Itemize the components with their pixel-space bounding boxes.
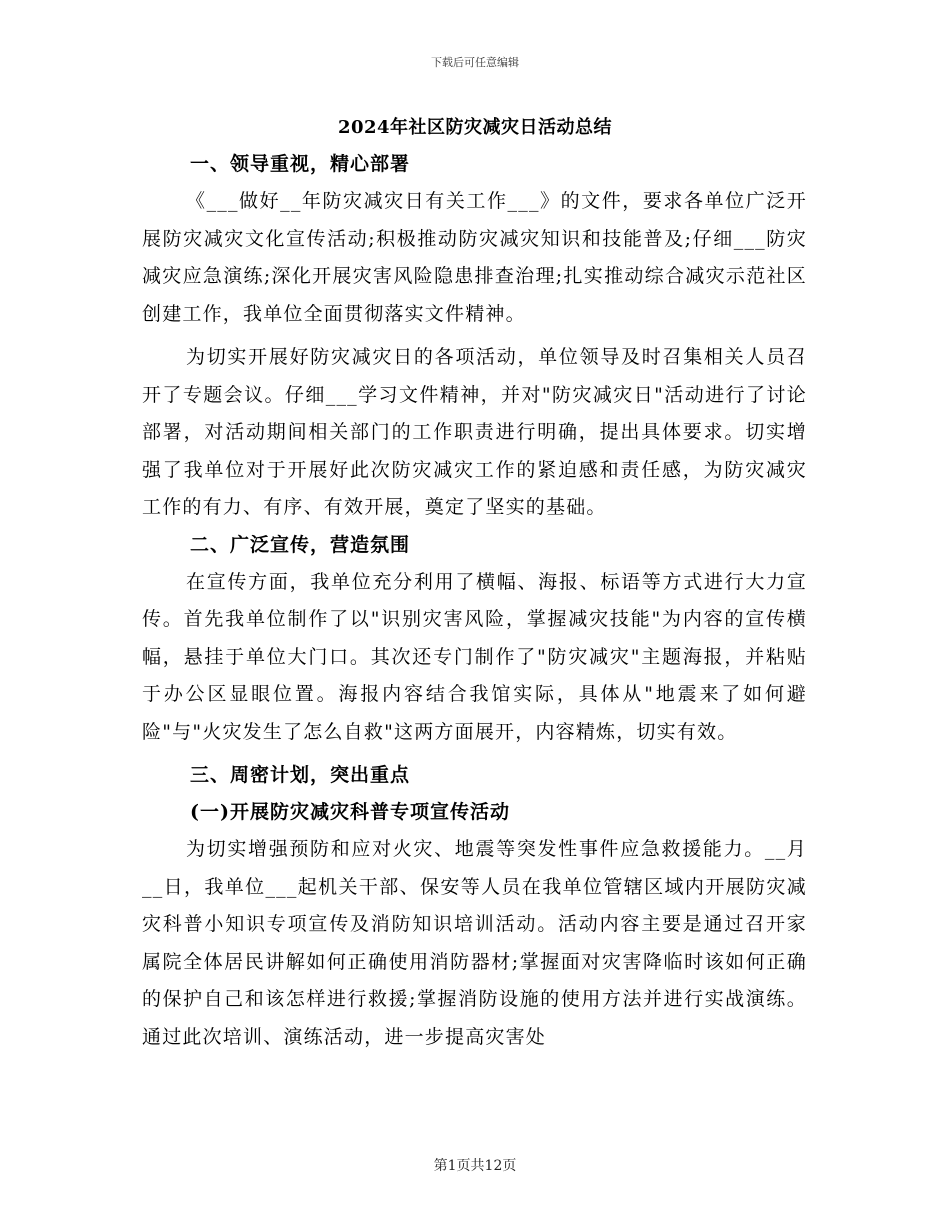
paragraph: 在宣传方面，我单位充分利用了横幅、海报、标语等方式进行大力宣传。首先我单位制作了以"识别灾害风险，掌握减灾技能"为内容的宣传横幅，悬挂于单位大门口。其次还专门制作了"防灾减灾"主题海报，并粘贴于办公区显眼位置。海报内容结合我馆实际，具体从"地震来了如何避险"与"火灾发生了怎么自救"这两方面展开，内容精炼，切实有效。 <box>142 570 807 743</box>
header-note: 下载后可任意编辑 <box>431 56 519 69</box>
document-body <box>142 146 807 1056</box>
section-heading-3: 三、周密计划，突出重点 <box>190 764 411 786</box>
document-title: 2024年社区防灾减灾日活动总结 <box>337 117 613 138</box>
paragraph: 为切实开展好防灾减灾日的各项活动，单位领导及时召集相关人员召开了专题会议。仔细___学习文件精神，并对"防灾减灾日"活动进行了讨论部署，对活动期间相关部门的工作职责进行明确，提出具体要求。切实增强了我单位对于开展好此次防灾减灾工作的紧迫感和责任感，为防灾减灾工作的有力、有序、有效开展，奠定了坚实的基础。 <box>142 346 807 518</box>
page-number: 第1页共12页 <box>433 1158 517 1174</box>
section-heading-1: 一、领导重视，精心部署 <box>190 153 411 175</box>
paragraph: 《___做好__年防灾减灾日有关工作___》的文件，要求各单位广泛开展防灾减灾文化宣传活动;积极推动防灾减灾知识和技能普及;仔细___防灾减灾应急演练;深化开展灾害风险隐患排查治理;扎实推动综合减灾示范社区创建工作，我单位全面贯彻落实文件精神。 <box>142 190 807 325</box>
subsection-heading: (一)开展防灾减灾科普专项宣传活动 <box>190 801 510 823</box>
paragraph: 为切实增强预防和应对火灾、地震等突发性事件应急救援能力。__月__日，我单位___起机关干部、保安等人员在我单位管辖区域内开展防灾减灾科普小知识专项宣传及消防知识培训活动。活动内容主要是通过召开家属院全体居民讲解如何正确使用消防器材;掌握面对灾害降临时该如何正确的保护自己和该怎样进行救援;掌握消防设施的使用方法并进行实战演练。通过此次培训、演练活动，进一步提高灾害处 <box>142 838 807 1048</box>
section-heading-2: 二、广泛宣传，营造氛围 <box>190 533 411 556</box>
